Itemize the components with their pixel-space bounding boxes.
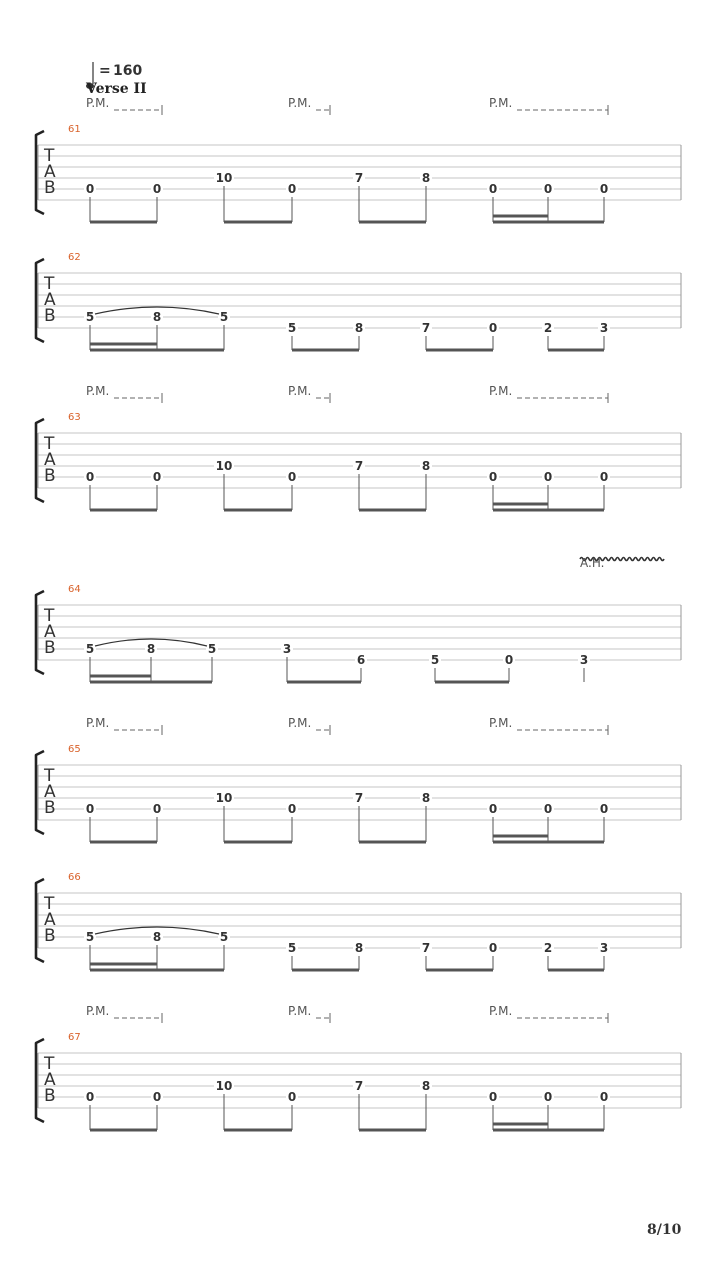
- tab-clef-letter: A: [44, 450, 56, 470]
- system-bracket: [36, 591, 44, 674]
- palm-mute-label: P.M.: [86, 96, 110, 110]
- tab-system: [36, 716, 681, 842]
- fret-number: 0: [599, 802, 609, 816]
- fret-number: 0: [543, 470, 553, 484]
- palm-mute-label: P.M.: [288, 1004, 312, 1018]
- tempo-bpm: 160: [113, 63, 143, 79]
- tab-clef-letter: A: [44, 1070, 56, 1090]
- fret-number: 8: [421, 791, 431, 805]
- fret-number: 8: [152, 930, 162, 944]
- fret-number: 5: [287, 941, 297, 955]
- tab-clef-letter: B: [44, 306, 56, 326]
- fret-number: 8: [146, 642, 156, 656]
- fret-number: 0: [152, 1090, 162, 1104]
- measure-number: 67: [68, 1032, 81, 1043]
- fret-number: 3: [599, 941, 609, 955]
- fret-number: 10: [215, 1079, 233, 1093]
- fret-number: 5: [85, 310, 95, 324]
- system-bracket: [36, 131, 44, 214]
- tab-clef-letter: B: [44, 1086, 56, 1106]
- fret-number: 0: [152, 182, 162, 196]
- measure-number: 64: [68, 584, 81, 595]
- tab-clef-letter: T: [44, 146, 55, 166]
- fret-number: 0: [85, 1090, 95, 1104]
- tab-system: [36, 556, 681, 682]
- system-bracket: [36, 879, 44, 962]
- palm-mute-label: P.M.: [489, 384, 513, 398]
- fret-number: 8: [421, 171, 431, 185]
- measure-number: 63: [68, 412, 81, 423]
- measure-number: 65: [68, 744, 81, 755]
- fret-number: 3: [599, 321, 609, 335]
- tab-system: [36, 252, 681, 350]
- tab-clef-letter: B: [44, 638, 56, 658]
- fret-number: 3: [282, 642, 292, 656]
- tab-clef-letter: A: [44, 290, 56, 310]
- fret-number: 7: [421, 941, 431, 955]
- measure-number: 66: [68, 872, 81, 883]
- fret-number: 5: [430, 653, 440, 667]
- tab-system: [36, 384, 681, 510]
- fret-number: 0: [488, 182, 498, 196]
- fret-number: 0: [543, 182, 553, 196]
- fret-number: 0: [287, 470, 297, 484]
- fret-number: 7: [354, 171, 364, 185]
- palm-mute-label: P.M.: [288, 716, 312, 730]
- measure-number: 61: [68, 124, 81, 135]
- tab-clef-letter: T: [44, 1054, 55, 1074]
- fret-number: 8: [421, 1079, 431, 1093]
- tab-clef-letter: A: [44, 622, 56, 642]
- palm-mute-label: P.M.: [86, 716, 110, 730]
- tab-clef-letter: B: [44, 798, 56, 818]
- page-number: 8/10: [647, 1222, 682, 1238]
- palm-mute-label: P.M.: [489, 716, 513, 730]
- fret-number: 5: [85, 642, 95, 656]
- fret-number: 7: [421, 321, 431, 335]
- tab-clef-letter: B: [44, 926, 56, 946]
- fret-number: 6: [356, 653, 366, 667]
- fret-number: 0: [85, 802, 95, 816]
- fret-number: 0: [152, 802, 162, 816]
- section-label: Verse II: [86, 81, 147, 97]
- tab-clef-letter: T: [44, 894, 55, 914]
- tab-clef-letter: T: [44, 606, 55, 626]
- tab-system: [36, 96, 681, 222]
- fret-number: 0: [85, 470, 95, 484]
- tab-clef-letter: A: [44, 910, 56, 930]
- tab-system: [36, 1004, 681, 1130]
- fret-number: 0: [488, 941, 498, 955]
- palm-mute-label: P.M.: [288, 96, 312, 110]
- fret-number: 0: [599, 182, 609, 196]
- tab-clef-letter: B: [44, 466, 56, 486]
- system-bracket: [36, 419, 44, 502]
- fret-number: 8: [354, 941, 364, 955]
- fret-number: 5: [219, 930, 229, 944]
- palm-mute-label: P.M.: [489, 1004, 513, 1018]
- fret-number: 0: [287, 182, 297, 196]
- fret-number: 0: [488, 470, 498, 484]
- fret-number: 0: [543, 1090, 553, 1104]
- fret-number: 2: [543, 941, 553, 955]
- tab-clef-letter: T: [44, 434, 55, 454]
- fret-number: 10: [215, 459, 233, 473]
- palm-mute-label: P.M.: [86, 1004, 110, 1018]
- fret-number: 0: [543, 802, 553, 816]
- fret-number: 0: [599, 470, 609, 484]
- tab-system: [36, 872, 681, 970]
- fret-number: 7: [354, 459, 364, 473]
- fret-number: 0: [504, 653, 514, 667]
- fret-number: 0: [488, 1090, 498, 1104]
- tab-clef-letter: T: [44, 766, 55, 786]
- fret-number: 5: [287, 321, 297, 335]
- system-bracket: [36, 259, 44, 342]
- system-bracket: [36, 751, 44, 834]
- fret-number: 0: [488, 802, 498, 816]
- fret-number: 0: [85, 182, 95, 196]
- fret-number: 0: [287, 1090, 297, 1104]
- fret-number: 10: [215, 791, 233, 805]
- fret-number: 5: [207, 642, 217, 656]
- fret-number: 5: [219, 310, 229, 324]
- fret-number: 8: [421, 459, 431, 473]
- fret-number: 0: [599, 1090, 609, 1104]
- tab-clef-letter: A: [44, 782, 56, 802]
- tab-systems: [36, 96, 681, 1130]
- measure-number: 62: [68, 252, 81, 263]
- fret-number: 2: [543, 321, 553, 335]
- palm-mute-label: P.M.: [288, 384, 312, 398]
- tempo-equals: =: [99, 63, 111, 79]
- fret-number: 0: [488, 321, 498, 335]
- system-bracket: [36, 1039, 44, 1122]
- fret-number: 8: [152, 310, 162, 324]
- fret-number: 0: [287, 802, 297, 816]
- fret-number: 5: [85, 930, 95, 944]
- fret-number: 10: [215, 171, 233, 185]
- fret-number: 3: [579, 653, 589, 667]
- palm-mute-label: P.M.: [489, 96, 513, 110]
- tab-clef-letter: T: [44, 274, 55, 294]
- fret-number: 7: [354, 791, 364, 805]
- fret-number: 7: [354, 1079, 364, 1093]
- palm-mute-label: P.M.: [86, 384, 110, 398]
- tab-clef-letter: A: [44, 162, 56, 182]
- fret-number: 8: [354, 321, 364, 335]
- tab-clef-letter: B: [44, 178, 56, 198]
- fret-number: 0: [152, 470, 162, 484]
- harmonic-label: A.H.: [580, 556, 605, 570]
